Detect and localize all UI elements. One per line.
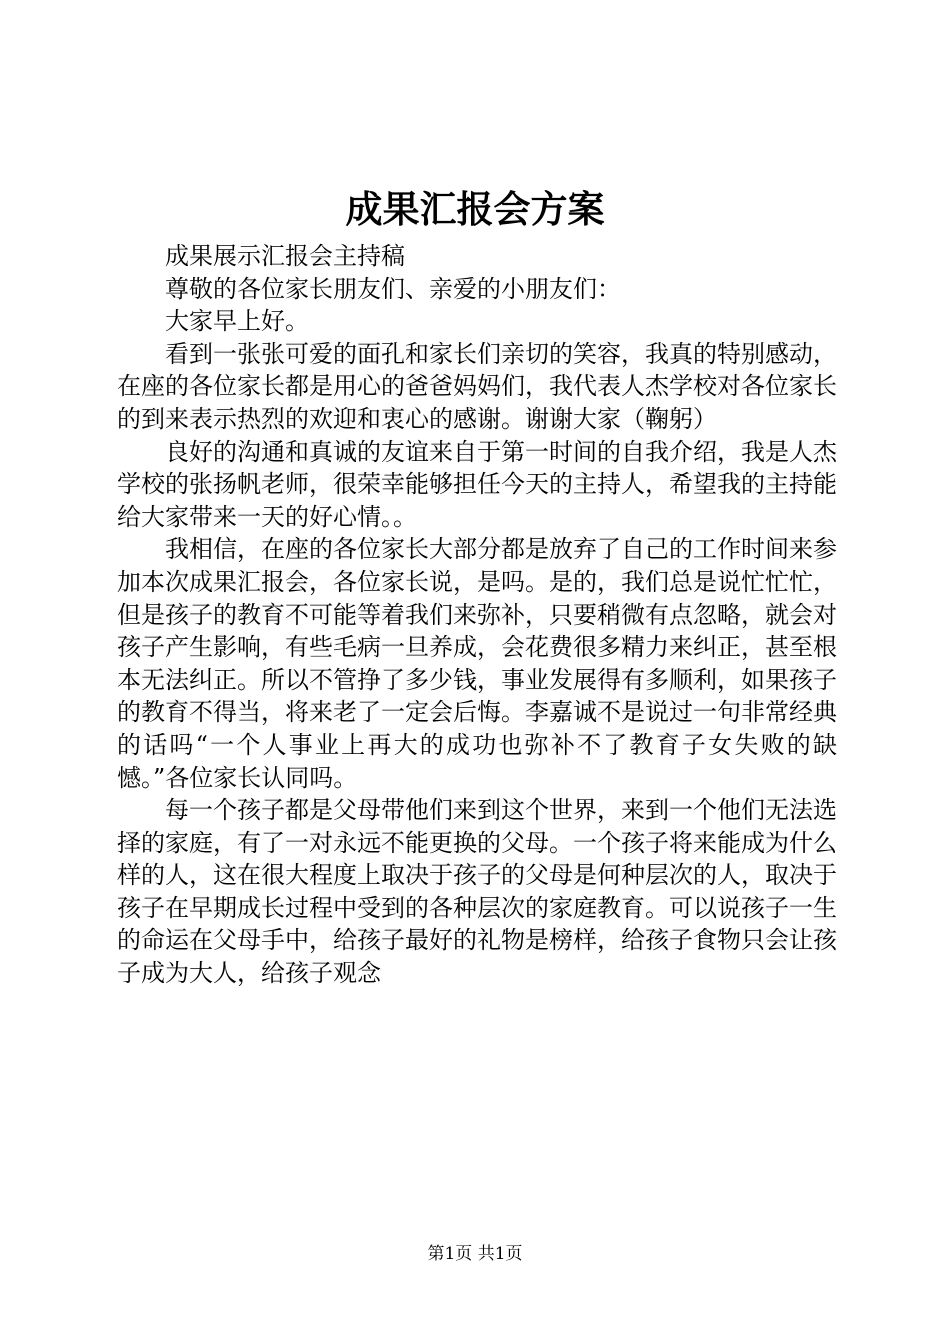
paragraph: 每一个孩子都是父母带他们来到这个世界，来到一个他们无法选择的家庭，有了一对永远不能更换的父母。一个孩子将来能成为什么样的人，这在很大程度上取决于孩子的父母是何种层次的人，取决于孩子在早期成长过程中受到的各种层次的家庭教育。可以说孩子一生的命运在父母手中，给孩子最好的礼物是榜样，给孩子食物只会让孩子成为大人，给孩子观念 xyxy=(117,796,837,988)
paragraph: 看到一张张可爱的面孔和家长们亲切的笑容，我真的特别感动，在座的各位家长都是用心的爸爸妈妈们，我代表人杰学校对各位家长的到来表示热烈的欢迎和衷心的感谢。谢谢大家（鞠躬） xyxy=(117,339,837,433)
paragraph: 尊敬的各位家长朋友们、亲爱的小朋友们： xyxy=(165,274,621,303)
paragraph: 我相信，在座的各位家长大部分都是放弃了自己的工作时间来参加本次成果汇报会，各位家长说，是吗。是的，我们总是说忙忙忙，但是孩子的教育不可能等着我们来弥补，只要稍微有点忽略，就会对孩子产生影响，有些毛病一旦养成，会花费很多精力来纠正，甚至根本无法纠正。所以不管挣了多少钱，事业发展得有多顺利，如果孩子的教育不得当，将来老了一定会后悔。李嘉诚不是说过一句非常经典的话吗“一个人事业上再大的成功也弥补不了教育子女失败的缺憾。”各位家长认同吗。 xyxy=(117,535,837,792)
page-footer: 第1页 共1页 xyxy=(427,1244,523,1264)
document-body xyxy=(117,240,837,990)
page-title: 成果汇报会方案 xyxy=(345,187,605,231)
paragraph: 大家早上好。 xyxy=(165,307,309,336)
paragraph: 成果展示汇报会主持稿 xyxy=(165,242,405,270)
paragraph: 良好的沟通和真诚的友谊来自于第一时间的自我介绍，我是人杰学校的张扬帆老师，很荣幸能够担任今天的主持人，希望我的主持能给大家带来一天的好心情。。 xyxy=(117,437,837,531)
